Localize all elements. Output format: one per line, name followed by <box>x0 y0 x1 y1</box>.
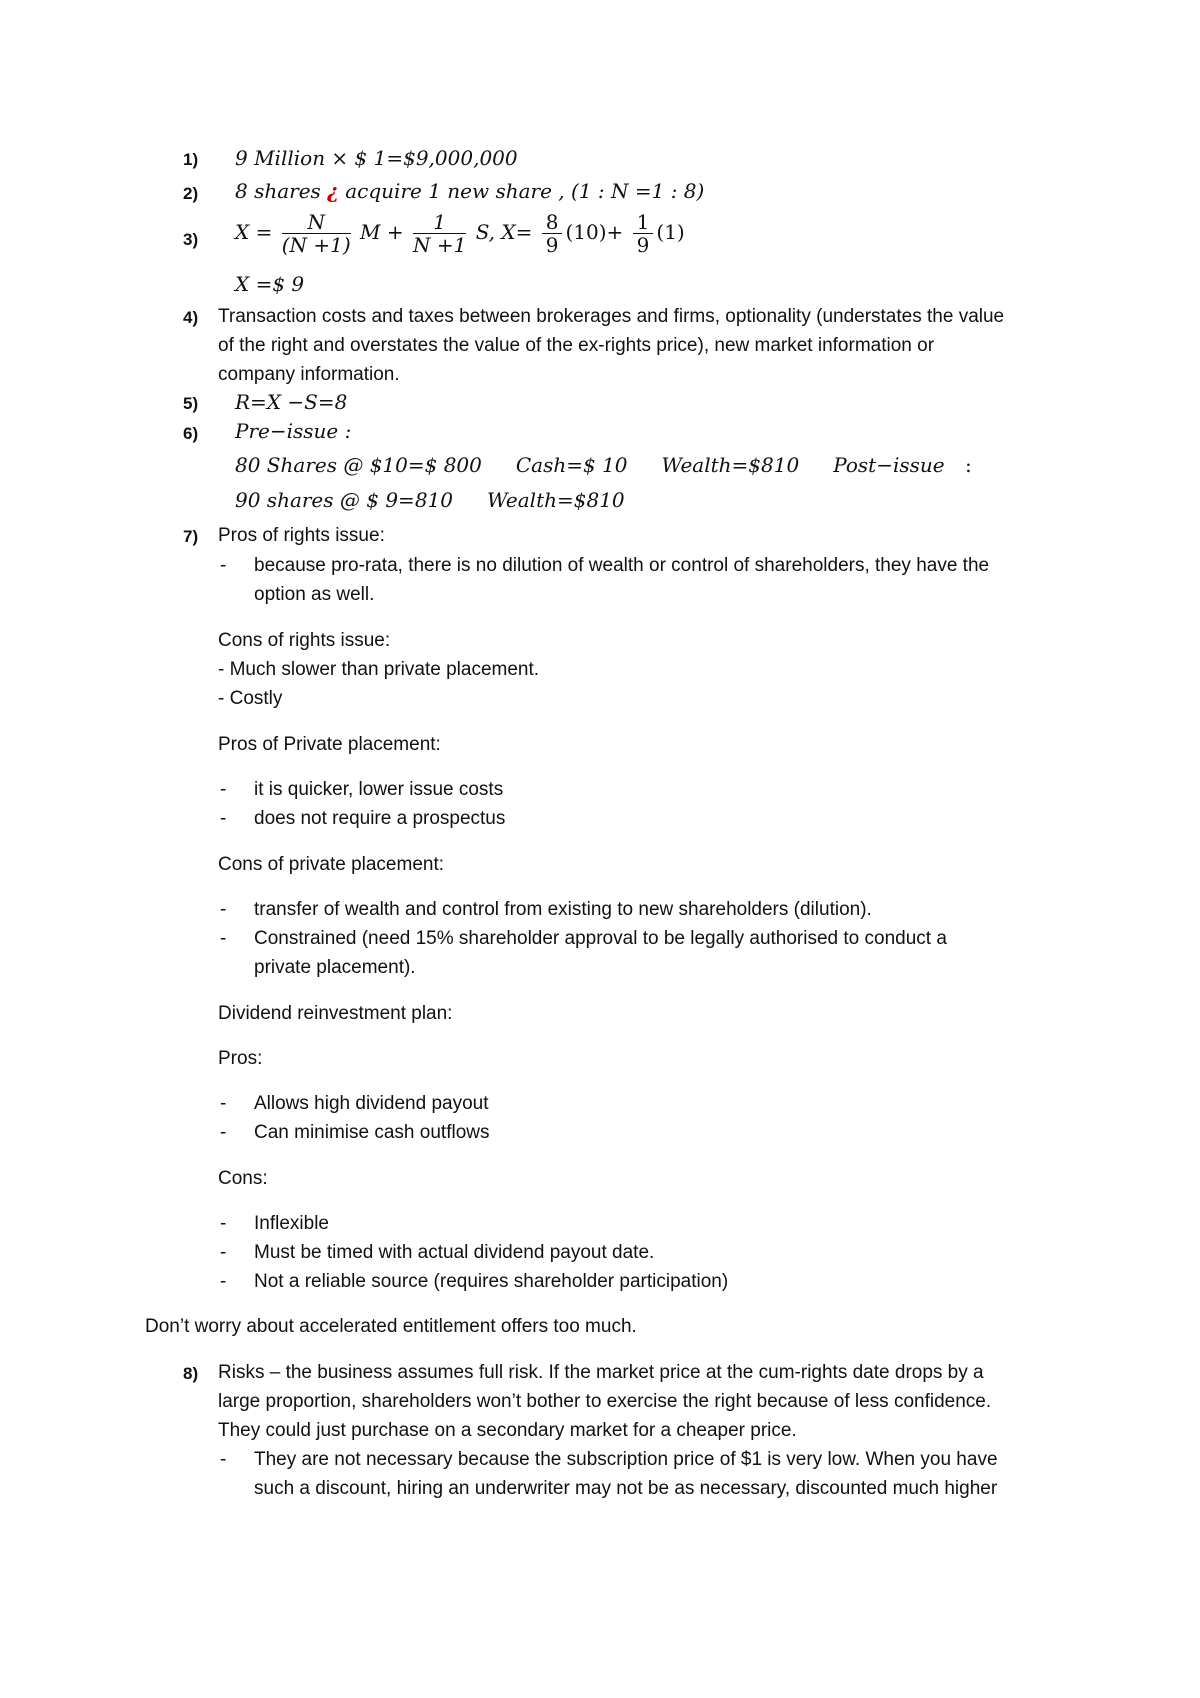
bullet-dash: - <box>220 1122 227 1143</box>
pros-private-item-2: does not require a prospectus <box>254 808 506 829</box>
eq6-post-issue: Post−issue <box>833 453 945 477</box>
eq6-shares-post: 90 shares @ $ 9=810 <box>235 488 453 512</box>
equation-2-symbol: ¿ <box>327 179 339 203</box>
pros-private-item-1: it is quicker, lower issue costs <box>254 779 504 800</box>
eq3-fraction-4 <box>633 211 654 256</box>
pros-rights-heading: Pros of rights issue: <box>218 525 385 546</box>
drp-cons-item-3: Not a reliable source (requires shareholder participation) <box>254 1271 729 1292</box>
item-number-7: 7) <box>183 527 199 546</box>
eq3-frac1-denominator: (N +1) <box>281 233 351 257</box>
eq3-m-term: M + <box>360 220 404 244</box>
item-8-line-2: large proportion, shareholders won’t bother to exercise the right because of less confidence. <box>218 1391 992 1412</box>
note-line: Don’t worry about accelerated entitlement offers too much. <box>145 1316 637 1337</box>
eq3-frac4-numerator: 1 <box>633 211 654 234</box>
cons-rights-item-2: - Costly <box>218 688 283 709</box>
pros-rights-item-line-2: option as well. <box>254 584 375 605</box>
bullet-dash: - <box>220 899 227 920</box>
item-8-line-3: They could just purchase on a secondary market for a cheaper price. <box>218 1420 797 1441</box>
equation-3 <box>235 208 685 256</box>
eq3-fraction-3 <box>542 211 563 256</box>
eq6-cash: Cash=$ 10 <box>515 453 628 477</box>
item-number-5: 5) <box>183 394 199 413</box>
eq3-fraction-1 <box>282 211 351 256</box>
eq3-frac3-numerator: 8 <box>542 211 563 234</box>
eq3-fraction-2 <box>413 211 466 256</box>
item-4-line-2: of the right and overstates the value of the ex-rights price), new market information or <box>218 335 935 356</box>
eq3-frac3-denominator: 9 <box>545 233 559 257</box>
eq3-frac1-numerator: N <box>282 211 351 234</box>
eq3-frac4-denominator: 9 <box>636 233 650 257</box>
item-number-8: 8) <box>183 1364 199 1383</box>
eq3-lhs: X = <box>235 220 273 244</box>
equation-5: R=X −S=8 <box>235 390 348 414</box>
drp-cons-heading: Cons: <box>218 1168 268 1189</box>
eq3-frac2-numerator: 1 <box>413 211 466 234</box>
equation-3-result: X =$ 9 <box>235 272 305 296</box>
cons-private-heading: Cons of private placement: <box>218 854 445 875</box>
bullet-dash: - <box>220 1213 227 1234</box>
equation-2-part-a: 8 shares <box>235 179 321 203</box>
drp-pros-heading: Pros: <box>218 1048 263 1069</box>
bullet-dash: - <box>220 555 227 576</box>
cons-private-item-2-line-2: private placement). <box>254 957 416 978</box>
drp-heading: Dividend reinvestment plan: <box>218 1003 453 1024</box>
pros-private-heading: Pros of Private placement: <box>218 734 441 755</box>
item-number-4: 4) <box>183 308 199 327</box>
drp-cons-item-2: Must be timed with actual dividend payout date. <box>254 1242 655 1263</box>
eq6-wealth-pre: Wealth=$810 <box>661 453 800 477</box>
drp-pros-item-1: Allows high dividend payout <box>254 1093 489 1114</box>
item-8-line-1: Risks – the business assumes full risk. If the market price at the cum-rights date drops by a <box>218 1362 984 1383</box>
eq6-shares-pre: 80 Shares @ $10=$ 800 <box>235 453 482 477</box>
bullet-dash: - <box>220 928 227 949</box>
cons-private-item-2-line-1: Constrained (need 15% shareholder approval to be legally authorised to conduct a <box>254 928 947 949</box>
eq3-end-term: (1) <box>656 220 685 244</box>
eq3-frac2-denominator: N +1 <box>412 233 467 257</box>
item-number-1: 1) <box>183 150 199 169</box>
equation-1: 9 Million × $ 1=$9,000,000 <box>235 146 518 170</box>
bullet-dash: - <box>220 808 227 829</box>
bullet-dash: - <box>220 1093 227 1114</box>
item-number-3: 3) <box>183 230 199 249</box>
item-8-bullet-line-2: such a discount, hiring an underwriter may not be as necessary, discounted much higher <box>254 1478 998 1499</box>
drp-pros-item-2: Can minimise cash outflows <box>254 1122 490 1143</box>
cons-rights-item-1: - Much slower than private placement. <box>218 659 540 680</box>
equation-2 <box>235 179 704 203</box>
eq6-colon: : <box>964 453 972 477</box>
equation-6-line-1 <box>235 453 972 477</box>
item-number-2: 2) <box>183 184 199 203</box>
bullet-dash: - <box>220 1449 227 1470</box>
item-4-line-3: company information. <box>218 364 400 385</box>
pros-rights-item-line-1: because pro-rata, there is no dilution of wealth or control of shareholders, they have the <box>254 555 990 576</box>
drp-cons-item-1: Inflexible <box>254 1213 329 1234</box>
bullet-dash: - <box>220 1242 227 1263</box>
bullet-dash: - <box>220 779 227 800</box>
eq6-wealth-post: Wealth=$810 <box>487 488 625 512</box>
equation-6-line-2 <box>235 488 625 512</box>
eq3-mid-term: (10)+ <box>565 220 624 244</box>
bullet-dash: - <box>220 1271 227 1292</box>
eq3-s-term: S, X= <box>475 220 533 244</box>
item-4-line-1: Transaction costs and taxes between brokerages and firms, optionality (understates the value <box>218 306 1005 327</box>
item-number-6: 6) <box>183 424 199 443</box>
cons-private-item-1: transfer of wealth and control from existing to new shareholders (dilution). <box>254 899 872 920</box>
equation-2-part-c: acquire 1 new share , (1 : N =1 : 8) <box>345 179 705 203</box>
item-8-bullet-line-1: They are not necessary because the subscription price of $1 is very low. When you have <box>254 1449 998 1470</box>
equation-6-title: Pre−issue : <box>235 419 352 443</box>
cons-rights-heading: Cons of rights issue: <box>218 630 391 651</box>
